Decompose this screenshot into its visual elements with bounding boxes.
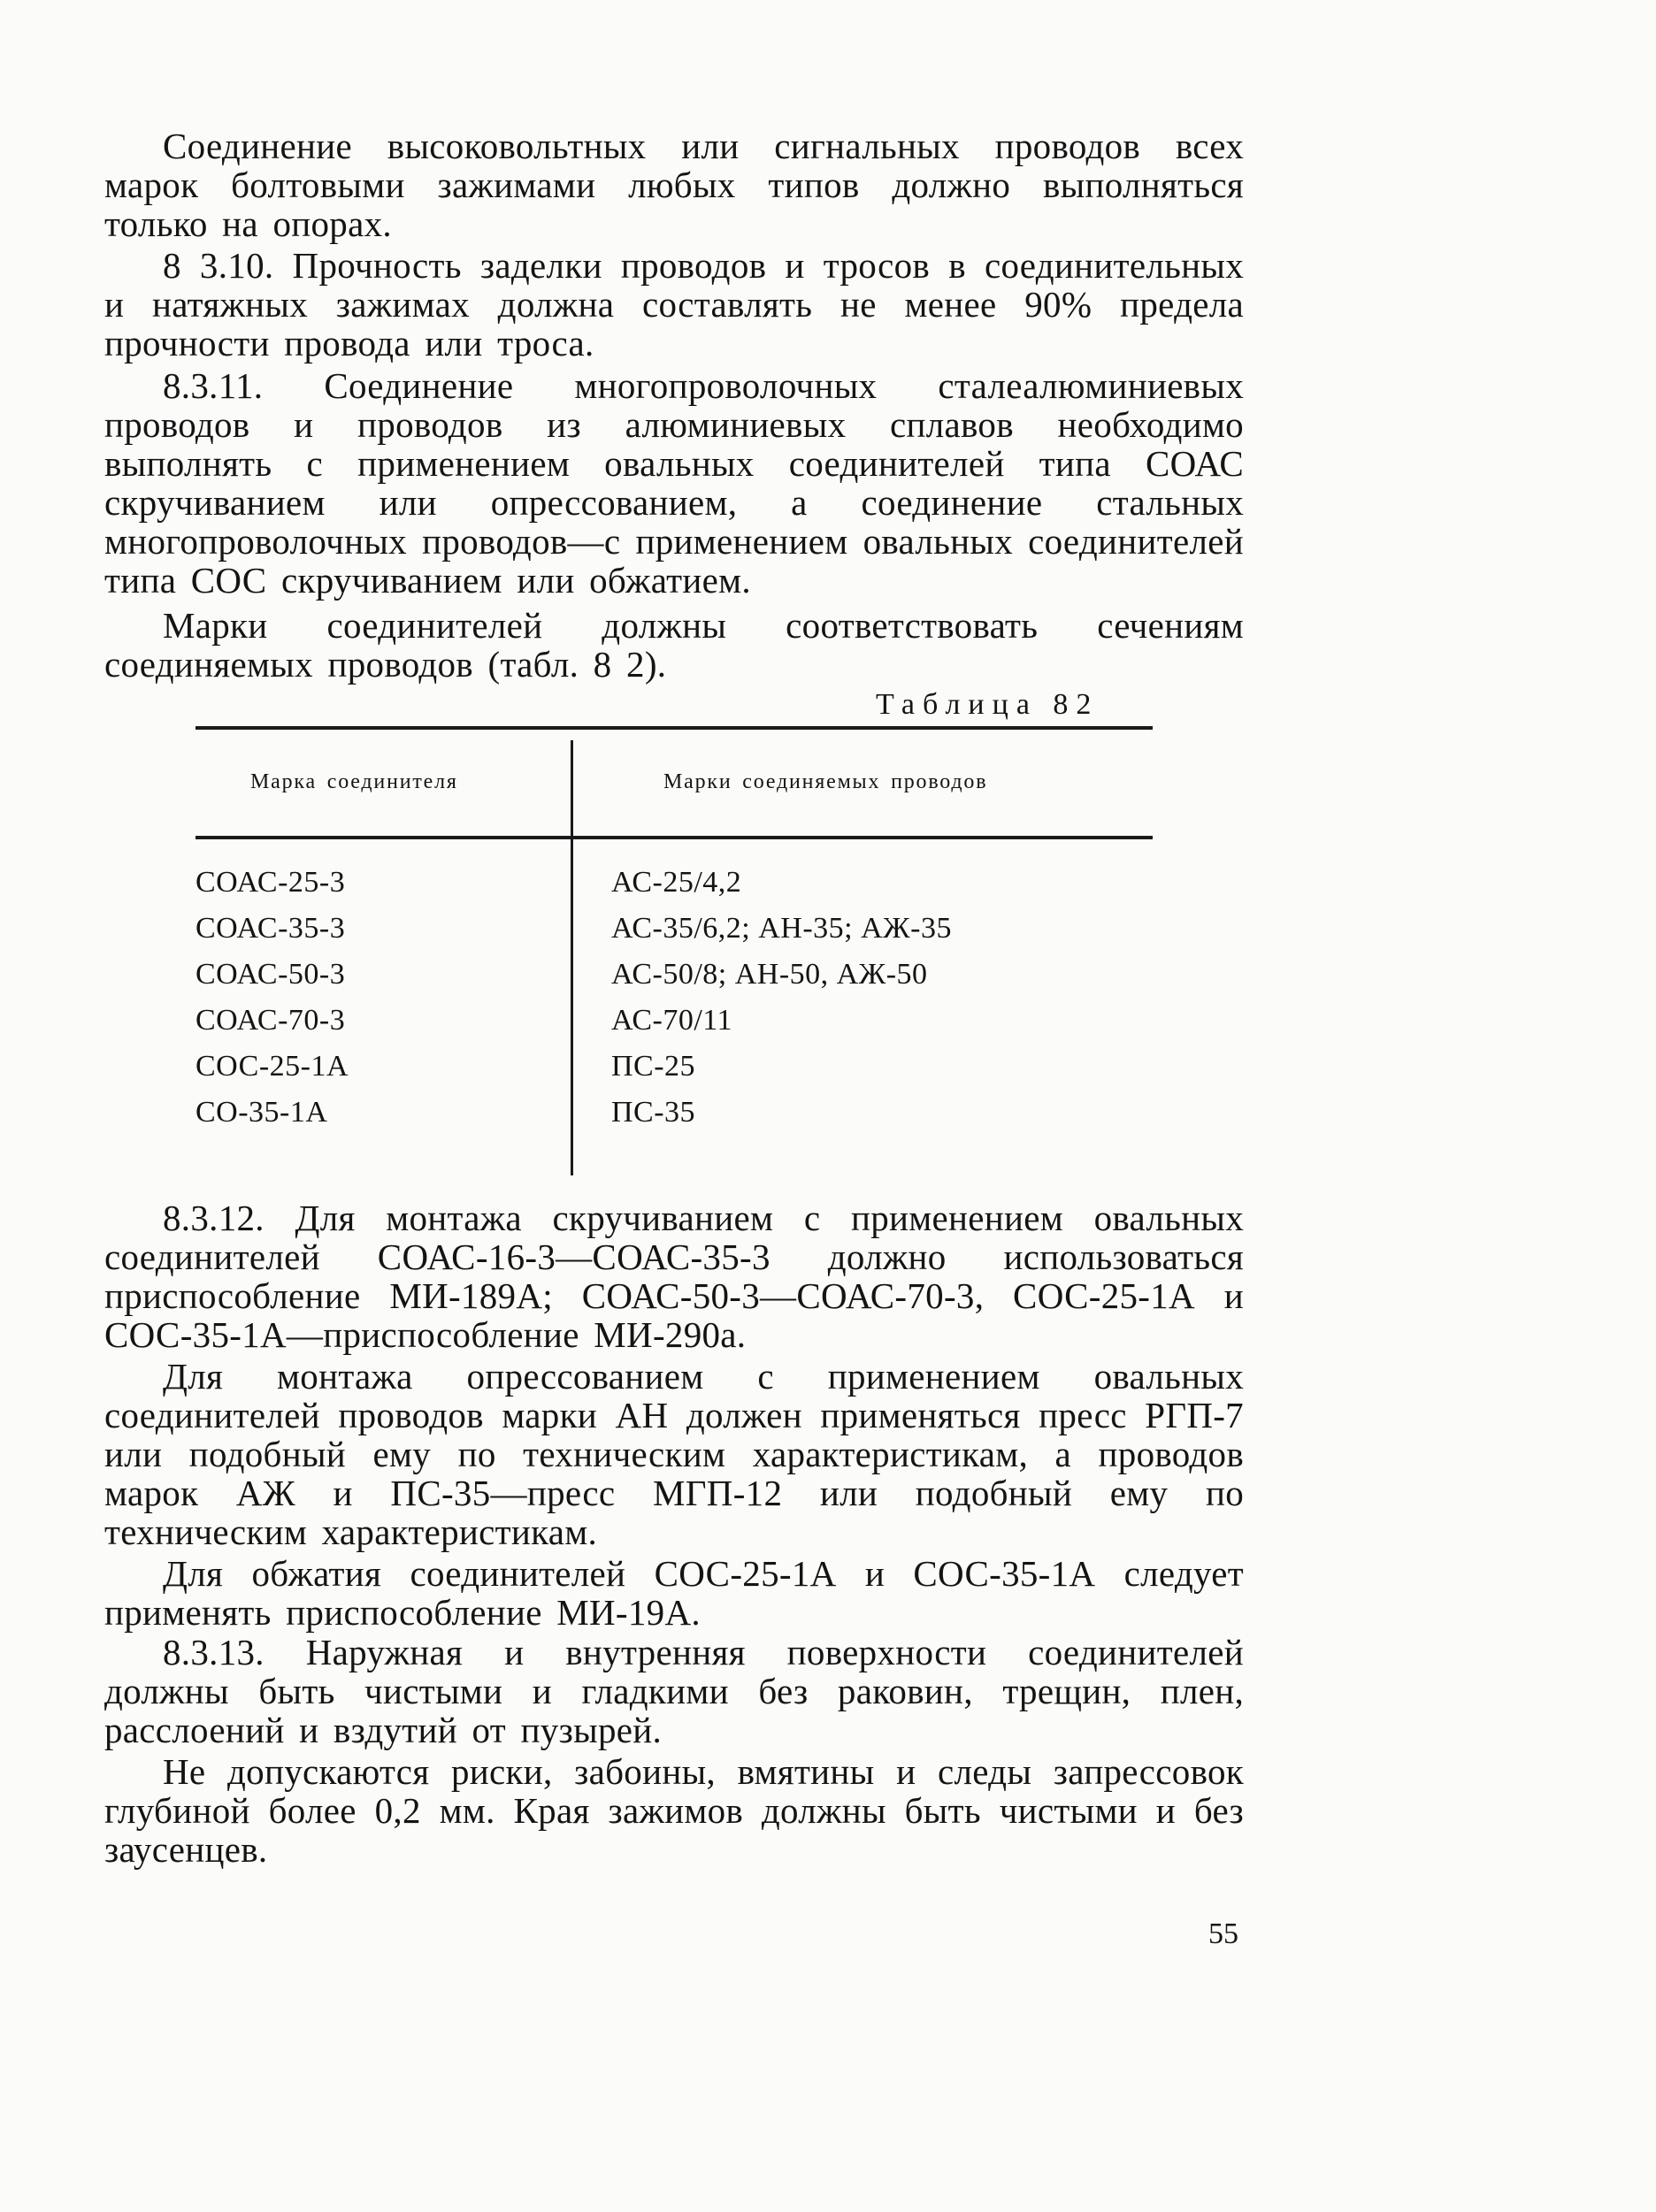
paragraph-defects: Не допускаются риски, забоины, вмятины и следы запрессовок глубиной более 0,2 мм. Края зажимов должны быть чистыми и без заусенцев. <box>104 1751 1244 1870</box>
table-caption: Таблица 82 <box>876 688 1100 721</box>
paragraph-pressing: Для монтажа опрессованием с применением овальных соединителей проводов марки АН должен применяться пресс РГП-7 или подобный ему по техническим характеристикам, а проводов марок АЖ и ПС-35—пресс МГП-12 или подобный ему по техническим характеристикам. <box>104 1356 1244 1552</box>
paragraph-8-3-11: 8.3.11. Соединение многопроволочных сталеалюминиевых проводов и проводов из алюминиевых сплавов необходимо выполнять с применением овальных соединителей типа СОАС скручиванием или опрессованием, а соединение стальных многопроволочных проводов—с применением овальных соединителей типа СОС скручиванием или обжатием. <box>104 365 1244 601</box>
page-number: 55 <box>1208 1917 1238 1950</box>
connector-table <box>196 726 1153 1177</box>
connector-cell: СО-35-1А <box>196 1096 328 1129</box>
wire-cell: ПС-25 <box>611 1050 696 1083</box>
table-row <box>196 1050 1153 1096</box>
paragraph-crimping: Для обжатия соединителей СОС-25-1А и СОС-35-1А следует применять приспособление МИ-19А. <box>104 1553 1244 1633</box>
connector-cell: СОАС-70-3 <box>196 1004 346 1037</box>
connector-cell: СОС-25-1А <box>196 1050 349 1083</box>
paragraph-8-3-12: 8.3.12. Для монтажа скручиванием с применением овальных соединителей СОАС-16-3—СОАС-35-3 должно использоваться приспособление МИ-189А; СОАС-50-3—СОАС-70-3, СОС-25-1А и СОС-35-1А—приспособление МИ-290а. <box>104 1198 1244 1355</box>
wire-cell: АС-70/11 <box>611 1004 733 1037</box>
wire-cell: АС-50/8; АН-50, АЖ-50 <box>611 958 928 991</box>
table-header-rule <box>196 836 1153 839</box>
paragraph-bolt-clamps: Соединение высоковольтных или сигнальных проводов всех марок болтовыми зажимами любых типов должно выполняться только на опорах. <box>104 126 1244 244</box>
paragraph-connector-marks: Марки соединителей должны соответствовать сечениям соединяемых проводов (табл. 8 2). <box>104 605 1244 685</box>
wire-cell: АС-35/6,2; АН-35; АЖ-35 <box>611 912 952 945</box>
table-header-wires: Марки соединяемых проводов <box>663 770 988 793</box>
table-top-rule <box>196 726 1153 730</box>
connector-cell: СОАС-25-3 <box>196 866 346 899</box>
table-row <box>196 1004 1153 1050</box>
table-row <box>196 1096 1153 1142</box>
table-row <box>196 958 1153 1004</box>
table-header-connector: Марка соединителя <box>250 770 458 793</box>
connector-cell: СОАС-50-3 <box>196 958 346 991</box>
paragraph-8-3-10: 8 3.10. Прочность заделки проводов и тросов в соединительных и натяжных зажимах должна составлять не менее 90% предела прочности провода или троса. <box>104 245 1244 364</box>
wire-cell: АС-25/4,2 <box>611 866 742 899</box>
wire-cell: ПС-35 <box>611 1096 696 1129</box>
paragraph-8-3-13: 8.3.13. Наружная и внутренняя поверхности соединителей должны быть чистыми и гладкими без раковин, трещин, плен, расслоений и вздутий от пузырей. <box>104 1632 1244 1750</box>
connector-cell: СОАС-35-3 <box>196 912 346 945</box>
table-row <box>196 866 1153 912</box>
table-row <box>196 912 1153 958</box>
